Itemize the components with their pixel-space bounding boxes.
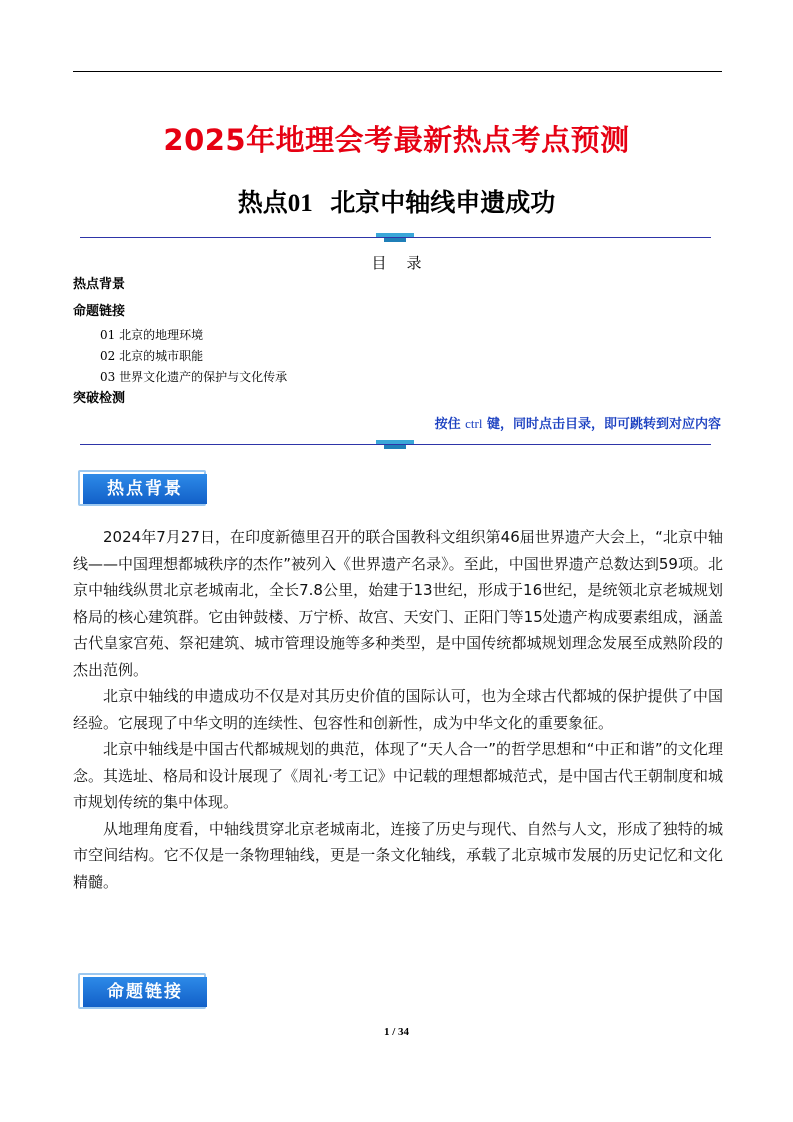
section-label-background: 热点背景 [83,474,207,504]
toc-bottom-divider [80,440,711,450]
paragraph: 从地理角度看，中轴线贯穿北京老城南北，连接了历史与现代、自然与人文，形成了独特的城市空间结构。它不仅是一条物理轴线，更是一条文化轴线，承载了北京城市发展的历史记忆和文化精髓。 [73,819,723,891]
main-title: 2025年地理会考最新热点考点预测 [163,123,630,157]
toc-item-city-function[interactable]: 02 北京的城市职能 [100,349,204,363]
header-rule [73,71,722,72]
paragraph: 2024年7月27日，在印度新德里召开的联合国教科文组织第46届世界遗产大会上，“北京中轴线——中国理想都城秩序的杰作”被列入《世界遗产名录》。至此，中国世界遗产总数达到59项。北京中轴线纵贯北京老城南北，全长7.8公里，始建于13世纪，形成于16世纪，是统领北京老城规划格局的核心建筑群。它由钟鼓楼、万宁桥、故宫、天安门、正阳门等15处遗产构成要素组成，涵盖古代皇家宫苑、祭祀建筑、城市管理设施等多种类型，是中国传统都城规划理念发展至成熟阶段的杰出范例。 [73,528,723,679]
toc-item-links[interactable]: 命题链接 [73,304,126,319]
page-number: 1 / 34 [383,1026,410,1038]
section-label-links: 命题链接 [83,977,207,1007]
toc-item-geography[interactable]: 01 北京的地理环境 [100,328,204,342]
toc-item-test[interactable]: 突破检测 [73,391,126,406]
paragraph: 北京中轴线的申遗成功不仅是对其历史价值的国际认可，也为全球古代都城的保护提供了中国经验。它展现了中华文明的连续性、包容性和创新性，成为中华文化的重要象征。 [73,687,723,732]
toc-top-divider [80,233,711,243]
paragraph: 北京中轴线是中国古代都城规划的典范，体现了“天人合一”的哲学思想和“中正和谐”的文化理念。其选址、格局和设计展现了《周礼·考工记》中记载的理想都城范式，是中国古代王朝制度和城市规划传统的集中体现。 [73,740,723,811]
divider-ornament-icon [376,233,414,242]
sub-title-number: 01 [287,190,313,217]
section-banner-background [78,465,208,509]
toc-title: 目录 [371,254,442,272]
sub-title-prefix: 热点 [237,188,288,217]
divider-ornament-icon [376,440,414,449]
toc-hint-key: ctrl [465,416,483,431]
sub-title-text: 北京中轴线申遗成功 [330,188,556,217]
toc-item-heritage[interactable]: 03 世界文化遗产的保护与文化传承 [100,370,288,384]
section-banner-links [78,968,208,1012]
sub-title [0,183,793,219]
toc-hint [435,413,721,432]
toc-hint-pre: 按住 [434,417,461,432]
body-text [73,524,723,895]
toc-hint-post: 键，同时点击目录，即可跳转到对应内容 [486,417,721,432]
toc-item-background[interactable]: 热点背景 [73,277,126,292]
